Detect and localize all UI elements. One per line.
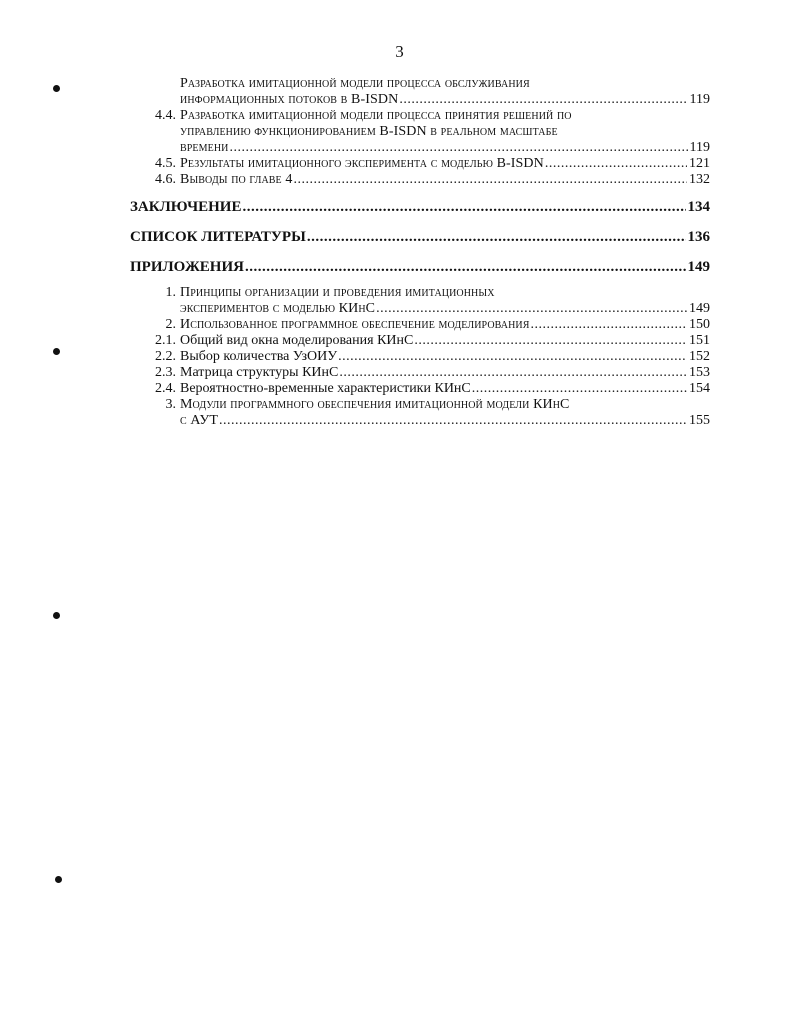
- dot-leader: [376, 301, 687, 317]
- toc-entry-number: 2.: [165, 317, 176, 332]
- dot-leader: [293, 172, 687, 188]
- toc-entry-line: [180, 413, 710, 429]
- toc-entry-page: 151: [689, 333, 710, 348]
- toc-entry: [130, 333, 710, 349]
- toc-entry-title: СПИСОК ЛИТЕРАТУРЫ: [130, 229, 306, 245]
- dot-leader: [219, 413, 687, 429]
- toc-entry-page: 152: [689, 349, 710, 364]
- dot-leader: [245, 259, 686, 275]
- toc-entry-number: 4.5.: [155, 156, 176, 171]
- toc-entry-line: [180, 285, 710, 301]
- toc-entry: [130, 76, 710, 108]
- toc-entry-number: 4.6.: [155, 172, 176, 187]
- toc-entry-line: [180, 397, 710, 413]
- dot-leader: [531, 317, 687, 333]
- toc-entry-title: экспериментов с моделью КИнС: [180, 301, 376, 316]
- binder-hole-dot: [53, 348, 60, 355]
- toc-entry-line: [180, 349, 710, 365]
- toc-entry-body: [180, 108, 710, 156]
- toc-entry-number: 1.: [165, 285, 176, 300]
- dot-leader: [307, 229, 686, 245]
- toc-entry-title: ПРИЛОЖЕНИЯ: [130, 259, 244, 275]
- toc-entry-title: Вероятностно-временные характеристики КИнС: [180, 381, 471, 396]
- dot-leader: [414, 333, 687, 349]
- toc-entry-body: [180, 397, 710, 429]
- toc-entry-title: Общий вид окна моделирования КИнС: [180, 333, 414, 348]
- toc-entry-line: [180, 333, 710, 349]
- toc-entry-page: 153: [689, 365, 710, 380]
- toc-entry-title: Выводы по главе 4: [180, 172, 293, 187]
- toc-entry-line: [180, 76, 710, 92]
- toc-entry-number: 3.: [165, 397, 176, 412]
- toc-entry-line: [180, 124, 710, 140]
- toc-entry-line: [180, 92, 710, 108]
- toc-entry-body: [180, 76, 710, 108]
- page-number: 3: [395, 42, 404, 61]
- toc-entry-body: [180, 172, 710, 188]
- toc-entry-number: 2.3.: [155, 365, 176, 380]
- toc-entry-body: [180, 317, 710, 333]
- toc-entry-title: Результаты имитационного эксперимента с моделью B-ISDN: [180, 156, 544, 171]
- toc-entry-body: [180, 349, 710, 365]
- toc-entry-number: 2.4.: [155, 381, 176, 396]
- toc-entry-line: [180, 156, 710, 172]
- toc-entry: [130, 108, 710, 156]
- toc-entry-body: [180, 365, 710, 381]
- toc-entry-line: [180, 381, 710, 397]
- toc-entry: [130, 156, 710, 172]
- dot-leader: [338, 349, 687, 365]
- toc-entry-page: 154: [689, 381, 710, 396]
- toc-entry: [130, 285, 710, 317]
- toc-entry-line: [180, 172, 710, 188]
- toc-entry-line: [180, 108, 710, 124]
- dot-leader: [472, 381, 687, 397]
- toc-entry-line: [130, 259, 710, 275]
- toc-entry-body: [130, 199, 710, 215]
- toc-entry-number: 4.4.: [155, 108, 176, 123]
- toc-entry-body: [180, 156, 710, 172]
- toc-entry-body: [180, 333, 710, 349]
- toc-entry-title: Принципы организации и проведения имитационных: [180, 285, 495, 300]
- toc-entry: [130, 365, 710, 381]
- toc-entry-line: [180, 317, 710, 333]
- toc-entry-title: Разработка имитационной модели процесса принятия решений по: [180, 108, 572, 123]
- toc-entry-title: времени: [180, 140, 229, 155]
- toc-entry-page: 132: [689, 172, 710, 187]
- dot-leader: [229, 140, 687, 156]
- toc-entry-title: Выбор количества УзОИУ: [180, 349, 338, 364]
- toc-entry-page: 149: [689, 301, 710, 316]
- toc-entry-number: 2.1.: [155, 333, 176, 348]
- toc-entry-body: [130, 229, 710, 245]
- toc-entry: [130, 259, 710, 275]
- dot-leader: [545, 156, 687, 172]
- binder-hole-dot: [55, 876, 62, 883]
- toc-entry-page: 119: [689, 92, 710, 107]
- toc-entry-page: 121: [689, 156, 710, 171]
- toc-entry-body: [130, 259, 710, 275]
- toc-entry-page: 155: [689, 413, 710, 428]
- table-of-contents: [130, 76, 710, 429]
- toc-entry-body: [180, 285, 710, 317]
- toc-entry: [130, 229, 710, 245]
- toc-entry-title: Матрица структуры КИнС: [180, 365, 339, 380]
- toc-entry-page: 134: [687, 199, 710, 215]
- toc-entry: [130, 397, 710, 429]
- toc-entry-line: [130, 199, 710, 215]
- toc-entry-line: [130, 229, 710, 245]
- toc-entry-line: [180, 140, 710, 156]
- dot-leader: [339, 365, 687, 381]
- toc-entry-page: 136: [687, 229, 710, 245]
- toc-entry-title: с АУТ: [180, 413, 219, 428]
- toc-entry-title: Использованное программное обеспечение моделирования: [180, 317, 530, 332]
- toc-entry: [130, 172, 710, 188]
- toc-entry-title: Разработка имитационной модели процесса обслуживания: [180, 76, 530, 91]
- toc-entry-page: 150: [689, 317, 710, 332]
- toc-entry-page: 119: [689, 140, 710, 155]
- toc-entry: [130, 199, 710, 215]
- toc-entry-title: управлению функционированием B-ISDN в реальном масштабе: [180, 124, 558, 139]
- toc-entry-line: [180, 301, 710, 317]
- toc-entry-title: информационных потоков в B-ISDN: [180, 92, 399, 107]
- dot-leader: [242, 199, 685, 215]
- toc-entry-line: [180, 365, 710, 381]
- binder-hole-dot: [53, 612, 60, 619]
- binder-hole-dot: [53, 85, 60, 92]
- toc-entry-title: ЗАКЛЮЧЕНИЕ: [130, 199, 242, 215]
- toc-entry: [130, 349, 710, 365]
- toc-entry-title: Модули программного обеспечения имитационной модели КИнС: [180, 397, 570, 412]
- toc-entry-body: [180, 381, 710, 397]
- toc-entry-number: 2.2.: [155, 349, 176, 364]
- toc-entry-page: 149: [687, 259, 710, 275]
- toc-entry: [130, 317, 710, 333]
- toc-entry: [130, 381, 710, 397]
- dot-leader: [399, 92, 687, 108]
